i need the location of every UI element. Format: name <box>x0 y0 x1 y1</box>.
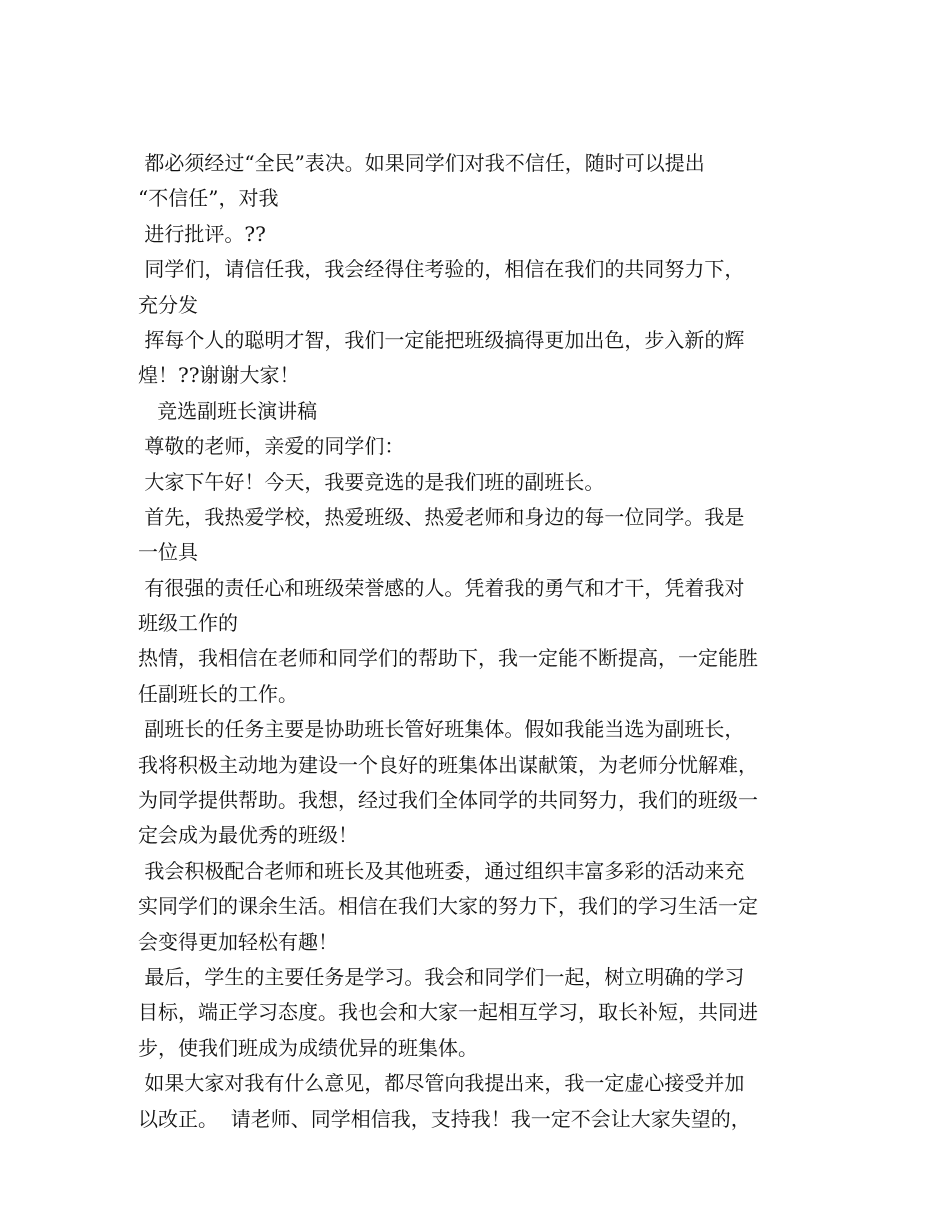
text-line: 如果大家对我有什么意见，都尽管向我提出来，我一定虚心接受并加 <box>138 1071 745 1096</box>
text-line: 一位具 <box>138 540 198 565</box>
text-line: 进行批评。?? <box>138 221 266 246</box>
document-body <box>138 146 818 1137</box>
text-line: 定会成为最优秀的班级！ <box>138 823 358 848</box>
text-line: 煌！??谢谢大家！ <box>138 363 300 388</box>
text-line: 同学们，请信任我，我会经得住考验的，相信在我们的共同努力下， <box>138 257 745 282</box>
text-line: 挥每个人的聪明才智，我们一定能把班级搞得更加出色，步入新的辉 <box>138 327 745 352</box>
text-line: 为同学提供帮助。我想，经过我们全体同学的共同努力，我们的班级一 <box>138 788 758 813</box>
text-line: 首先，我热爱学校，热爱班级、热爱老师和身边的每一位同学。我是 <box>138 504 745 529</box>
text-line: 副班长的任务主要是协助班长管好班集体。假如我能当选为副班长， <box>138 717 745 742</box>
text-line: 大家下午好！今天，我要竞选的是我们班的副班长。 <box>138 469 605 494</box>
section-title: 竞选副班长演讲稿 <box>138 398 318 423</box>
text-line: 实同学们的课余生活。相信在我们大家的努力下，我们的学习生活一定 <box>138 894 758 919</box>
text-line: “不信任”，对我 <box>138 186 279 211</box>
text-line: 充分发 <box>138 292 198 317</box>
text-line: 最后，学生的主要任务是学习。我会和同学们一起，树立明确的学习 <box>138 964 745 989</box>
text-line: 目标，端正学习态度。我也会和大家一起相互学习，取长补短，共同进 <box>138 1000 758 1025</box>
text-line: 会变得更加轻松有趣！ <box>138 929 338 954</box>
text-line: 我会积极配合老师和班长及其他班委，通过组织丰富多彩的活动来充 <box>138 858 745 883</box>
text-line: 都必须经过“全民”表决。如果同学们对我不信任，随时可以提出 <box>138 151 705 175</box>
text-line: 尊敬的老师，亲爱的同学们： <box>138 434 405 459</box>
text-line: 任副班长的工作。 <box>138 681 298 706</box>
text-line: 有很强的责任心和班级荣誉感的人。凭着我的勇气和才干，凭着我对 <box>138 575 745 600</box>
text-line: 步，使我们班成为成绩优异的班集体。 <box>138 1035 478 1060</box>
text-line: 以改正。 请老师、同学相信我，支持我！我一定不会让大家失望的， <box>138 1106 751 1131</box>
text-line: 热情，我相信在老师和同学们的帮助下，我一定能不断提高，一定能胜 <box>138 646 758 671</box>
text-line: 我将积极主动地为建设一个良好的班集体出谋献策，为老师分忧解难， <box>138 752 758 777</box>
text-line: 班级工作的 <box>138 611 238 636</box>
